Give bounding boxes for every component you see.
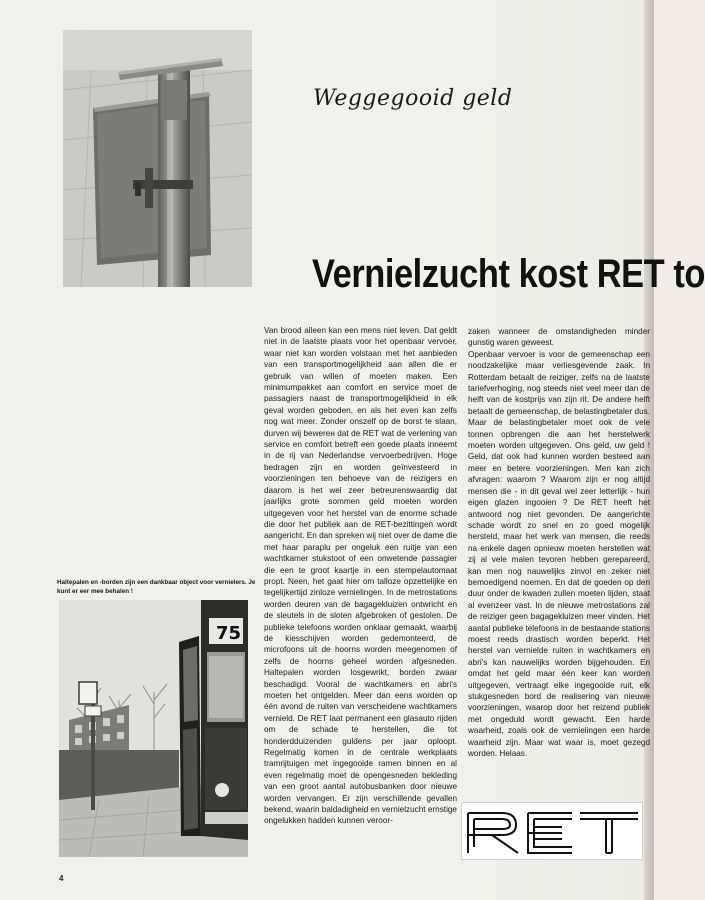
- ret-logo-letter-e: [528, 813, 572, 853]
- column-1-text: Van brood alleen kan een mens niet leven. Dat geldt niet in de laatste plaats voor het openbaar vervoer, waar niet kan worden volstaan met het aanbieden van een transportmogelijkheid aan allen die er gebruik van willen of moeten maken. Een minimumpakket aan comfort en service moet de passagiers naast de transportmogelijkheid in elk geval worden geboden, en als het even kan zelfs nog wat meer. Zonder onszelf op de borst te slaan, durven wij bewerен dat de RET wat de verlening van service en comfort betreft een goede plaats inneemt in de rij van Nederlandse vervoerbedrijven. Hoge bedragen zijn en worden geïnvesteerd in voorzieningen ten behoeve van de reizigers en daarom is het wel zeer betreurenswaardig dat jaarlijks grote sommen geld moeten worden uitgegeven voor het herstel van de enorme schade die door het publiek aan de RET-bezittingen wordt aangericht. En dan spreken wij niet over de dame die met haar paraplu per ongeluk een ruitje van een wachtkamer stukstoot of een onwetende passagier die een te groot kaartje in een stempelautomaat propt. Neen, het gaat hier om talloze opzettelijke en tegelijkertijd zinloze vernielingen. In de metrostations worden deuren van de bagagekluizen ontwricht en de sleutels in de sloten afgebroken of gestolen. De publieke telefoons worden onklaar gemaakt, waarbij de kiesschijven worden gedemonteerd, de microfoons uit de hoorns worden meegenomen of zelfs de hoorns geheel worden afgesneden. Haltepalen worden losgewrikt, borden zwaar beschadigd. Vooral de wachtkamers en abri's moeten het ontgelden. Meer dan eens worden op één avond de ruiten van verscheidene wachtkamers vernield. De RET laat permanent een glasauto rijden om de schade te herstellen, die tot honderdduizenden guldens per jaar oploopt. Regelmatig komen in de centrale werkplaats tramrijtuigen met ingegooide ramen binnen en al even regelmatig moet de opengesneden bekleding van een groot aantal autobusbanken door nieuwe worden vervangen. Er zijn verschillende gevallen bekend, waarin baldadigheid en vernielzucht ernstige ongelukken hadden kunnen veroor-: [264, 326, 457, 826]
- ret-logo-artwork: [462, 803, 644, 861]
- article-column-2: [468, 326, 650, 759]
- bus-photo-illustration: [59, 600, 248, 857]
- photo-damaged-stop-sign: [63, 30, 252, 287]
- article-headline: Vernielzucht kost RET to: [312, 252, 705, 296]
- column-2-text: Openbaar vervoer is voor de gemeenschap een noodzakelijke maar verliesgevende zaak. In Rotterdam betaalt de reiziger, zelfs na de laatste tariefverhoging, nog steeds niet veel meer dan de helft van de kostprijs van zijn rit. De andere helft betaalt de gemeenschap, de belastingbetaler dus. Maar de belastingbetaler moet ook de vele tonnen opbrengen die aan het herstelwerk moeten worden uitgegeven. Ons geld, uw geld ! Geld, dat ook had kunnen worden besteed aan meer en betere voorzieningen. Men kan zich afvragen: waarom ? Waarom zijn er nog altijd mensen die - in dit geval wel zeer letterlijk - hun eigen glazen ingooien ? De RET heeft het antwoord nog niet gevonden. De aangerichte schade wordt zo snel en zo goed mogelijk hersteld, maar het werk van mensen, die reeds na enkele dagen opnieuw moeten herstellen wat zij al vele malen tevoren hebben gerepareerd, kan men nog nauwelijks zinvol en zeker niet bemoedigend noemen. En dat de goeden op den duur onder de kwaden zullen moeten lijden, staat al evenzeer vast. In de nieuwe metrostations zal de reiziger geen bagagekluizen meer vinden. Het aantal publieke telefoons in de bestaande stations moest reeds drastisch worden beperkt. Het herstel van vernielde ruiten in wachtkamers en abri's kan nauwelijks worden bijgehouden. En omdat het geld maar één keer kan worden uitgegeven, vertraagt elke ingegooide ruit, elk stukgesneden bord de realisering van nieuwe voorzieningen, waarop door het reizend publiek met ongeduld wordt gewacht. Een harde waarheid, zoals ook de vernielingen een harde waarheid zijn. Maar wat waar is, moet gezegd worden. Helaas.: [468, 349, 650, 759]
- column-2-intro-text: zaken wanneer de omstandigheden minder gunstig waren geweest.: [468, 327, 650, 348]
- photo-caption: Haltepalen en -borden zijn een dankbaar object voor vernielers. Je kunt er eer mee behalen !: [57, 579, 256, 595]
- page-number: 4: [59, 874, 64, 883]
- ret-logo: [461, 802, 643, 860]
- article-column-1: [264, 325, 457, 827]
- stop-sign-photo-illustration: [63, 30, 252, 287]
- photo-bus-at-stop: [59, 600, 248, 857]
- ret-logo-letter-r: [468, 813, 518, 853]
- ret-logo-letter-t: [580, 813, 638, 853]
- ret-logo-text: RET: [552, 859, 554, 860]
- article-kicker: Weggegooid geld: [313, 86, 513, 111]
- bus-route-number: 75: [216, 623, 242, 644]
